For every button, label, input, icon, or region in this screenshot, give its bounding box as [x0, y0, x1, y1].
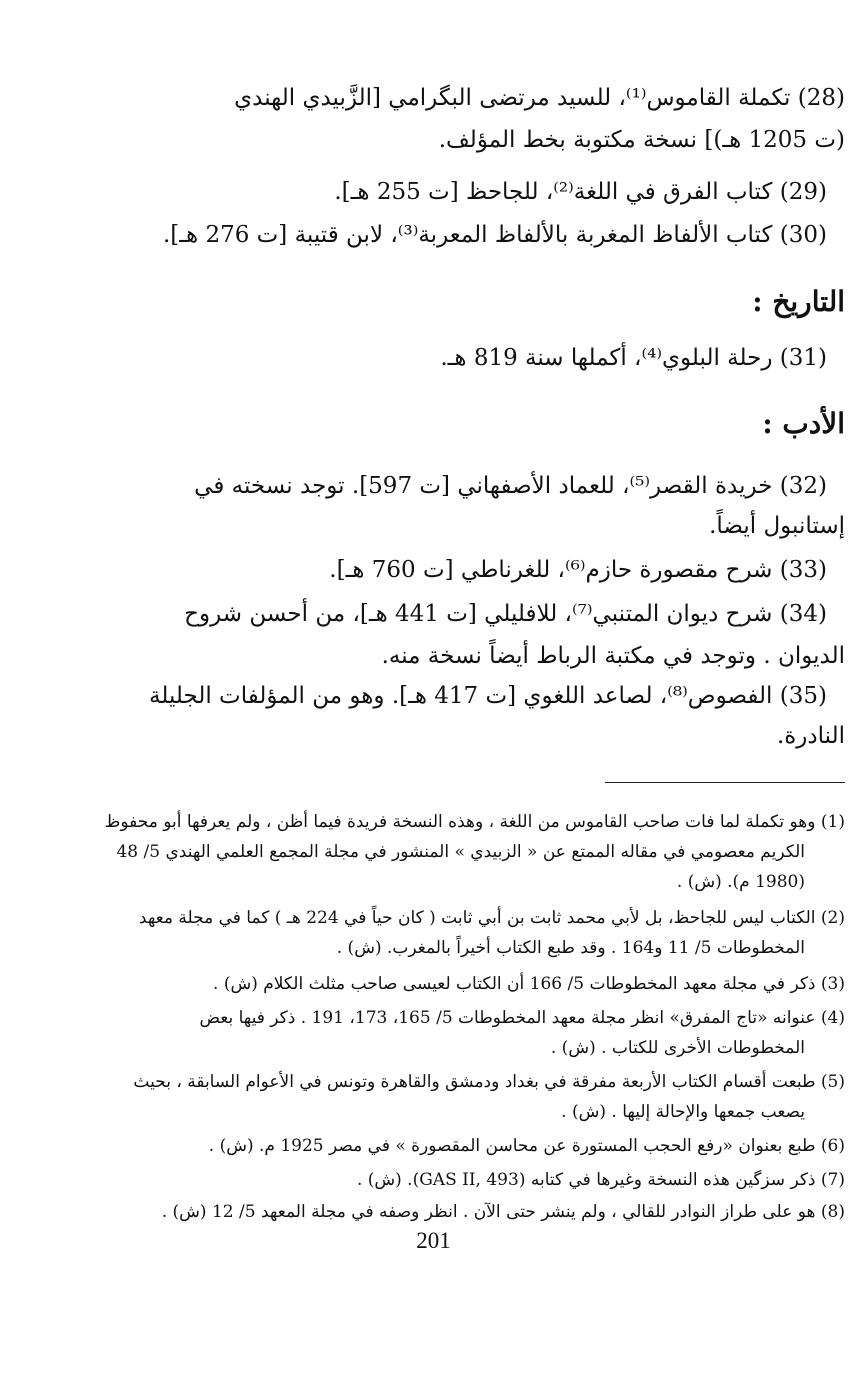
- footnote-1-line-2: الكريم معصومي في مقاله الممتع عن « الزبيدي » المنشور في مجلة المجمع العلمي الهندي 5/ 48: [116, 842, 805, 862]
- entry-35-line-2: النادرة.: [776, 723, 845, 749]
- entry-35-line-1: (35) الفصوص⁽⁸⁾، لصاعد اللغوي [ت 417 هـ]. وهو من المؤلفات الجليلة: [149, 683, 827, 709]
- footnote-1-line-3: (1980 م). (ش) .: [676, 872, 805, 892]
- footnote-5-line-2: يصعب جمعها والإحالة إليها . (ش) .: [561, 1102, 805, 1122]
- footnote-5-line-1: (5) طبعت أقسام الكتاب الأربعة مفرقة في بغداد ودمشق والقاهرة وتونس في الأعوام السابقة ، بحيث: [133, 1072, 845, 1092]
- footnote-2-line-2: المخطوطات 5/ 11 و164 . وقد طبع الكتاب أخيراً بالمغرب. (ش) .: [336, 938, 805, 958]
- entry-30: (30) كتاب الألفاظ المغربة بالألفاظ المعربة⁽³⁾، لابن قتيبة [ت 276 هـ].: [162, 222, 827, 248]
- entry-29: (29) كتاب الفرق في اللغة⁽²⁾، للجاحظ [ت 255 هـ].: [334, 179, 827, 205]
- section-heading-literature: الأدب :: [762, 407, 845, 440]
- entry-32-line-2: إستانبول أيضاً.: [709, 513, 845, 539]
- entry-28-line-2: (ت 1205 هـ)] نسخة مكتوبة بخط المؤلف.: [438, 127, 845, 153]
- footnote-8: (8) هو على طراز النوادر للقالي ، ولم ينشر حتى الآن . انظر وصفه في مجلة المعهد 5/ 12 (ش) .: [161, 1202, 845, 1222]
- entry-33: (33) شرح مقصورة حازم⁽⁶⁾، للغرناطي [ت 760 هـ].: [329, 557, 827, 583]
- footnote-separator: [605, 782, 845, 783]
- section-heading-history: التاريخ :: [752, 285, 845, 318]
- footnote-1-line-1: (1) وهو تكملة لما فات صاحب القاموس من اللغة ، وهذه النسخة فريدة فيما أظن ، ولم يعرفها أبو محفوظ: [104, 812, 845, 832]
- footnote-4-line-1: (4) عنوانه «تاج المفرق» انظر مجلة معهد المخطوطات 5/ 165، 173، 191 . ذكر فيها بعض: [199, 1008, 845, 1028]
- entry-31: (31) رحلة البلوي⁽⁴⁾، أكملها سنة 819 هـ.: [440, 345, 827, 371]
- entry-28-line-1: (28) تكملة القاموس⁽¹⁾، للسيد مرتضى البگرامي [الزَّبيدي الهندي: [234, 85, 845, 111]
- page-number: 201: [416, 1228, 451, 1253]
- footnote-2-line-1: (2) الكتاب ليس للجاحظ، بل لأبي محمد ثابت بن أبي ثابت ( كان حياً في 224 هـ ) كما في مجلة معهد: [138, 908, 845, 928]
- footnote-6: (6) طبع بعنوان «رفع الحجب المستورة عن محاسن المقصورة » في مصر 1925 م. (ش) .: [208, 1136, 845, 1156]
- footnote-3: (3) ذكر في مجلة معهد المخطوطات 5/ 166 أن الكتاب لعيسى صاحب مثلث الكلام (ش) .: [213, 974, 845, 994]
- footnote-4-line-2: المخطوطات الأخرى للكتاب . (ش) .: [550, 1038, 805, 1058]
- entry-32-line-1: (32) خريدة القصر⁽⁵⁾، للعماد الأصفهاني [ت 597]. توجد نسخته في: [194, 473, 827, 499]
- entry-34-line-2: الديوان . وتوجد في مكتبة الرباط أيضاً نسخة منه.: [381, 643, 845, 669]
- entry-34-line-1: (34) شرح ديوان المتنبي⁽⁷⁾، للافليلي [ت 441 هـ]، من أحسن شروح: [184, 601, 827, 627]
- footnote-7: (7) ذكر سزگين هذه النسخة وغيرها في كتابه (GAS II, 493). (ش) .: [356, 1170, 845, 1190]
